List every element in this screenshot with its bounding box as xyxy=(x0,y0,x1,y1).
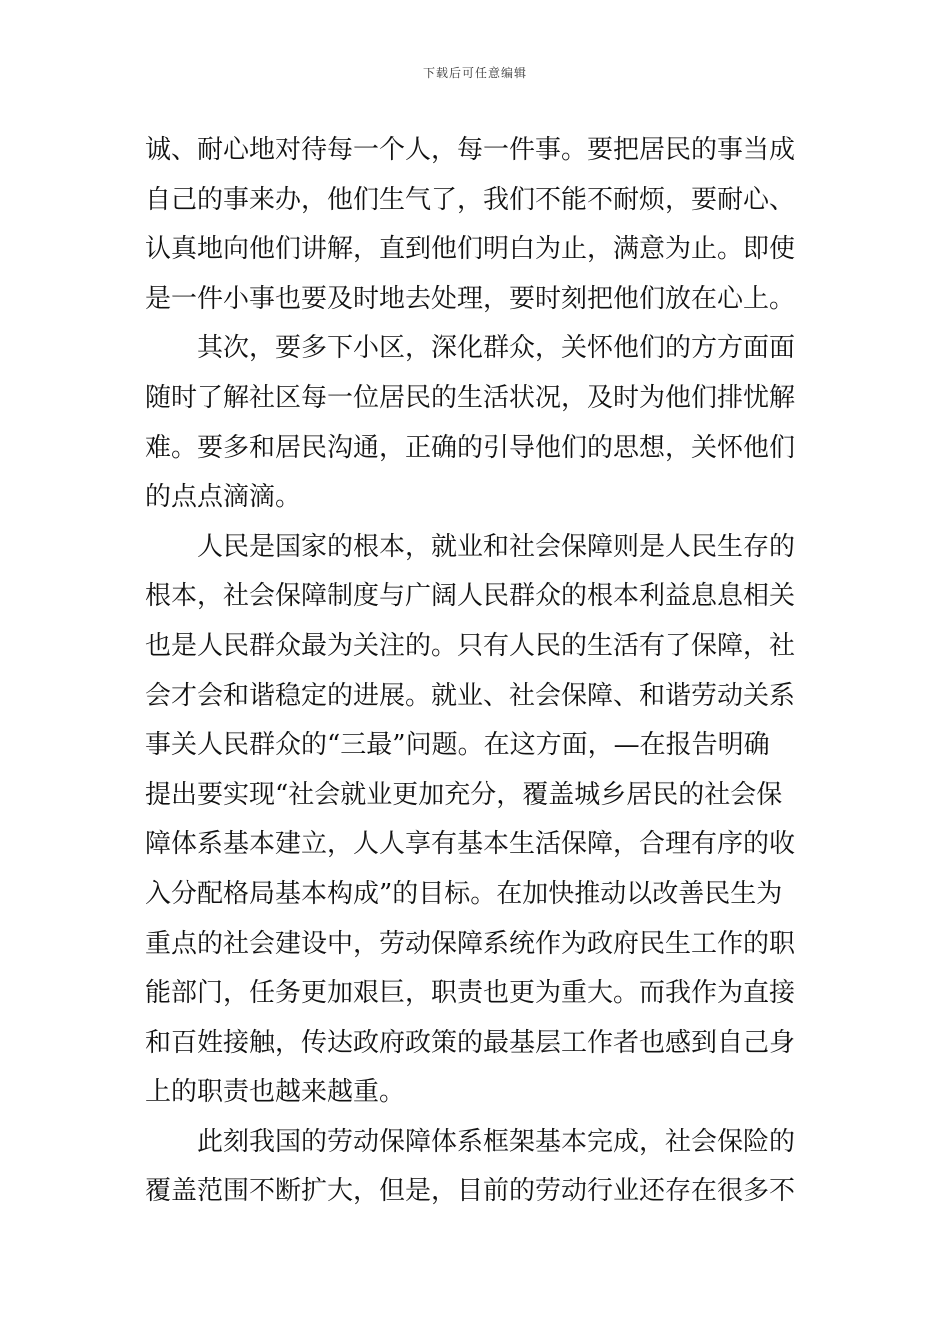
text-line: 根本，社会保障制度与广阔人民群众的根本利益息息相关 xyxy=(145,581,796,612)
text-line: 的点点滴滴。 xyxy=(145,482,302,513)
text-line: 是一件小事也要及时地去处理，要时刻把他们放在心上。 xyxy=(145,283,796,314)
text-line: 难。要多和居民沟通，正确的引导他们的思想，关怀他们 xyxy=(145,432,796,463)
text-line: 认真地向他们讲解，直到他们明白为止，满意为止。即使 xyxy=(145,234,796,265)
text-line: 提出要实现“社会就业更加充分，覆盖城乡居民的社会保 xyxy=(145,779,783,810)
text-line: 会才会和谐稳定的进展。就业、社会保障、和谐劳动关系 xyxy=(145,680,796,711)
text-line: 入分配格局基本构成”的目标。在加快推动以改善民生为 xyxy=(145,878,783,909)
text-line: 障体系基本建立，人人享有基本生活保障，合理有序的收 xyxy=(145,829,796,860)
text-line: 上的职责也越来越重。 xyxy=(145,1077,406,1108)
text-line: 事关人民群众的“三最”问题。在这方面，—在报告明确 xyxy=(145,730,770,761)
text-line: 此刻我国的劳动保障体系框架基本完成，社会保险的 xyxy=(145,1126,796,1157)
text-line: 其次，要多下小区，深化群众，关怀他们的方方面面 xyxy=(145,333,796,364)
text-line: 人民是国家的根本，就业和社会保障则是人民生存的 xyxy=(145,531,796,562)
text-line: 重点的社会建设中，劳动保障系统作为政府民生工作的职 xyxy=(145,928,796,959)
header-note: 下载后可任意编辑 xyxy=(422,66,527,80)
text-line: 和百姓接触，传达政府政策的最基层工作者也感到自己身 xyxy=(145,1027,796,1058)
text-line: 覆盖范围不断扩大，但是，目前的劳动行业还存在很多不 xyxy=(145,1176,796,1207)
text-line: 自己的事来办，他们生气了，我们不能不耐烦，要耐心、 xyxy=(145,184,796,215)
text-line: 也是人民群众最为关注的。只有人民的生活有了保障，社 xyxy=(145,630,796,661)
text-line: 能部门，任务更加艰巨，职责也更为重大。而我作为直接 xyxy=(145,978,796,1009)
body-text xyxy=(145,126,810,1217)
text-line: 诚、耐心地对待每一个人，每一件事。要把居民的事当成 xyxy=(145,135,796,165)
text-line: 随时了解社区每一位居民的生活状况，及时为他们排忧解 xyxy=(145,382,796,413)
